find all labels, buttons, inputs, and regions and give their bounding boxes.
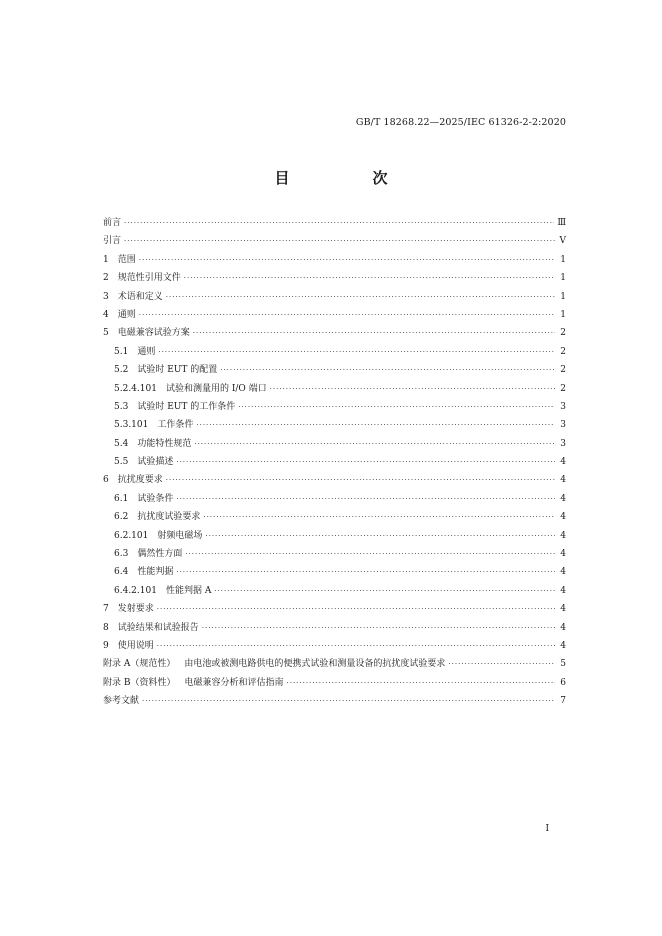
toc-entry[interactable] <box>103 307 566 325</box>
toc-entry-page: 4 <box>560 567 566 578</box>
toc-leader-dots <box>203 513 555 521</box>
toc-entry-page: Ⅴ <box>559 236 566 247</box>
toc-leader-dots <box>184 274 555 282</box>
toc-entry-number: 6.2.101 <box>114 530 149 541</box>
toc-leader-dots <box>196 421 555 429</box>
toc-title: 目 次 <box>274 169 422 187</box>
toc-leader-dots <box>202 624 555 632</box>
toc-entry[interactable] <box>103 344 566 362</box>
toc-entry-label: 使用说明 <box>117 640 154 651</box>
toc-entry-label: 发射要求 <box>117 604 154 615</box>
toc-entry-label: 抗扰度试验要求 <box>137 512 201 523</box>
toc-entry-page: Ⅲ <box>557 218 566 228</box>
toc-entry-page: 2 <box>560 383 566 394</box>
toc-entry-page: 3 <box>560 438 566 449</box>
toc-entry-number: 6 <box>103 475 109 486</box>
toc-entry-label: 范围 <box>117 254 136 265</box>
toc-entry[interactable] <box>103 693 566 711</box>
toc-entry-number: 5.2 <box>114 365 129 376</box>
toc-entry-page: 2 <box>560 365 566 376</box>
toc-entry-number: 附录 A（规范性） <box>103 659 176 670</box>
toc-entry-label: 偶然性方面 <box>137 549 183 560</box>
toc-entry-label: 由电池或被测电路供电的便携式试验和测量设备的抗扰度试验要求 <box>184 659 446 670</box>
toc-entry[interactable] <box>103 325 566 343</box>
toc-entry-number: 1 <box>103 254 109 265</box>
toc-entry-number: 6.1 <box>114 493 129 504</box>
toc-entry-number: 8 <box>103 622 109 633</box>
standard-number: GB/T 18268.22—2025/IEC 61326-2-2:2020 <box>355 117 566 128</box>
toc-entry-page: 6 <box>560 677 566 688</box>
toc-leader-dots <box>287 679 556 687</box>
toc-entry-number: 5.2.4.101 <box>114 383 157 394</box>
toc-entry[interactable] <box>103 620 566 638</box>
toc-entry-number: 5.3.101 <box>114 420 149 431</box>
toc-leader-dots <box>270 385 555 393</box>
toc-entry-label: 术语和定义 <box>117 291 163 302</box>
toc-entry[interactable] <box>103 656 566 674</box>
toc-leader-dots <box>139 256 555 264</box>
toc-leader-dots <box>448 660 555 668</box>
toc-entry-number: 9 <box>103 640 109 651</box>
toc-entry-page: 1 <box>560 291 566 302</box>
toc-entry-label: 试验结果和试验报告 <box>117 622 199 633</box>
toc-leader-dots <box>214 587 555 595</box>
toc-leader-dots <box>124 219 554 227</box>
toc-leader-dots <box>205 532 555 540</box>
toc-entry-number: 7 <box>103 604 109 615</box>
toc-leader-dots <box>139 311 555 319</box>
toc-entry[interactable] <box>103 454 566 472</box>
toc-leader-dots <box>176 458 555 466</box>
toc-entry-page: 4 <box>560 530 566 541</box>
toc-entry[interactable] <box>103 472 566 490</box>
toc-entry-page: 5 <box>560 659 566 670</box>
toc-entry[interactable] <box>103 564 566 582</box>
toc-entry-number: 6.4.2.101 <box>114 585 157 596</box>
toc-entry-label: 工作条件 <box>157 420 194 431</box>
toc-entry-page: 2 <box>560 328 566 339</box>
toc-leader-dots <box>142 697 555 705</box>
toc-entry-label: 射频电磁场 <box>157 530 203 541</box>
toc-entry-number: 附录 B（资料性） <box>103 677 176 688</box>
toc-entry-page: 4 <box>560 622 566 633</box>
toc-leader-dots <box>157 605 555 613</box>
toc-leader-dots <box>166 476 555 484</box>
toc-entry[interactable] <box>103 546 566 564</box>
toc-entry-number: 5.4 <box>114 438 129 449</box>
toc-entry-number: 6.4 <box>114 567 129 578</box>
toc-entry-label: 抗扰度要求 <box>117 475 163 486</box>
toc-entry-page: 4 <box>560 457 566 468</box>
toc-entry-label: 性能判据 A <box>165 585 212 596</box>
toc-entry-page: 4 <box>560 475 566 486</box>
toc-entry-page: 4 <box>560 604 566 615</box>
toc-entry-label: 电磁兼容分析和评估指南 <box>184 677 284 688</box>
toc-entry[interactable] <box>103 509 566 527</box>
toc-entry[interactable] <box>103 252 566 270</box>
toc-entry-label: 前言 <box>103 218 122 228</box>
toc-entry-number: 5.1 <box>114 346 129 357</box>
toc-leader-dots <box>185 550 555 558</box>
toc-entry[interactable] <box>103 491 566 509</box>
toc-entry-label: 参考文献 <box>103 696 140 707</box>
toc-entry-label: 试验和测量用的 I/O 端口 <box>165 383 267 394</box>
toc-entry-label: 通则 <box>137 346 156 357</box>
toc-entry-number: 4 <box>103 309 109 320</box>
toc-entry-label: 电磁兼容试验方案 <box>117 328 190 339</box>
toc-entry-number: 5.5 <box>114 457 129 468</box>
toc-entry[interactable] <box>103 675 566 693</box>
toc-entry[interactable] <box>103 215 566 233</box>
toc-entry-page: 3 <box>560 420 566 431</box>
toc-leader-dots <box>193 329 555 337</box>
toc-entry-label: 功能特性规范 <box>137 438 192 449</box>
toc-entry-number: 3 <box>103 291 109 302</box>
toc-leader-dots <box>238 403 555 411</box>
toc-entry-page: 4 <box>560 493 566 504</box>
toc-entry[interactable] <box>103 233 566 251</box>
toc-leader-dots <box>194 440 555 448</box>
toc-entry[interactable] <box>103 399 566 417</box>
toc-entry[interactable] <box>103 638 566 656</box>
toc-entry-label: 试验时 EUT 的配置 <box>137 365 218 376</box>
toc-entry-page: 7 <box>560 696 566 707</box>
toc-entry-label: 引言 <box>103 236 122 247</box>
toc-entry-number: 5 <box>103 328 109 339</box>
table-of-contents <box>103 215 566 712</box>
toc-entry[interactable] <box>103 362 566 380</box>
toc-entry[interactable] <box>103 583 566 601</box>
toc-entry[interactable] <box>103 601 566 619</box>
toc-leader-dots <box>220 366 555 374</box>
toc-entry-label: 规范性引用文件 <box>117 273 181 284</box>
toc-leader-dots <box>124 237 555 245</box>
toc-leader-dots <box>176 495 555 503</box>
toc-entry-number: 6.2 <box>114 512 129 523</box>
toc-entry-number: 5.3 <box>114 401 129 412</box>
toc-entry-label: 试验条件 <box>137 493 174 504</box>
toc-entry[interactable] <box>103 289 566 307</box>
toc-entry-label: 试验时 EUT 的工作条件 <box>137 401 236 412</box>
toc-entry[interactable] <box>103 381 566 399</box>
toc-entry-page: 4 <box>560 585 566 596</box>
toc-leader-dots <box>176 568 555 576</box>
toc-entry-number: 2 <box>103 273 109 284</box>
toc-entry-page: 2 <box>560 346 566 357</box>
toc-entry-page: 1 <box>560 254 566 265</box>
toc-entry-page: 4 <box>560 640 566 651</box>
toc-leader-dots <box>158 348 555 356</box>
toc-entry[interactable] <box>103 417 566 435</box>
toc-entry-page: 1 <box>560 273 566 284</box>
toc-entry-page: 4 <box>560 549 566 560</box>
toc-entry-number: 6.3 <box>114 549 129 560</box>
toc-leader-dots <box>166 293 555 301</box>
toc-entry[interactable] <box>103 436 566 454</box>
toc-entry-page: 4 <box>560 512 566 523</box>
toc-entry-page: 1 <box>560 309 566 320</box>
toc-entry-label: 试验描述 <box>137 457 174 468</box>
toc-entry[interactable] <box>103 528 566 546</box>
page-number: Ⅰ <box>545 824 549 834</box>
toc-entry[interactable] <box>103 270 566 288</box>
toc-entry-label: 通则 <box>117 309 136 320</box>
toc-entry-page: 3 <box>560 401 566 412</box>
toc-entry-label: 性能判据 <box>137 567 174 578</box>
toc-leader-dots <box>157 642 555 650</box>
